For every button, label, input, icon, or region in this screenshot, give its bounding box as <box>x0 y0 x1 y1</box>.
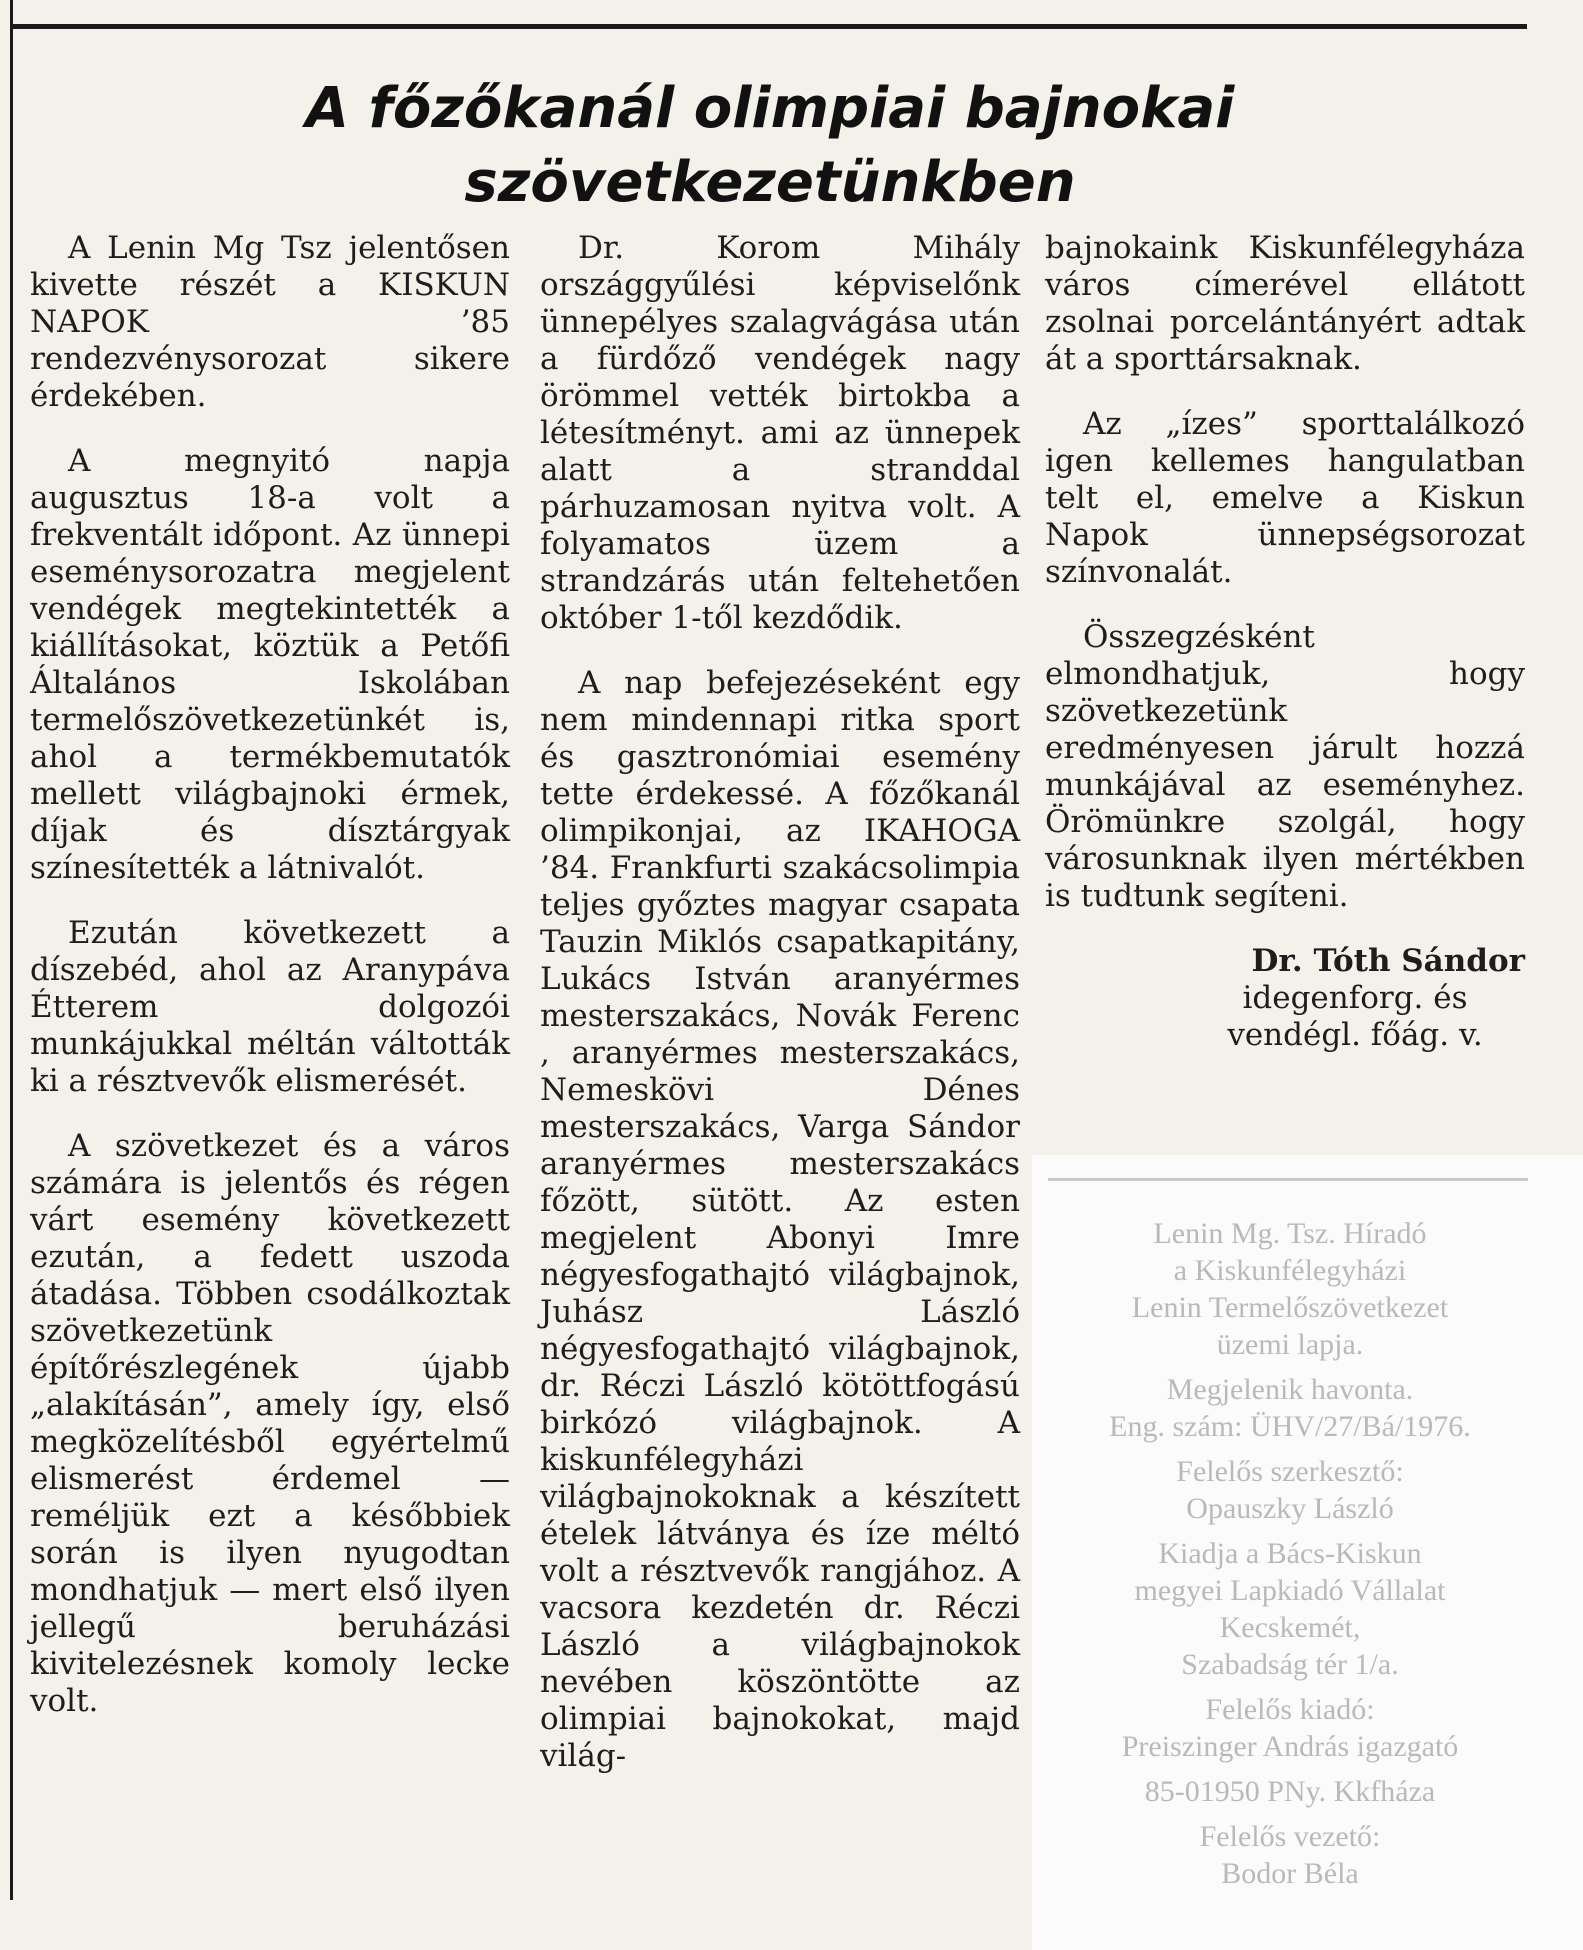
imprint-line: Bodor Béla <box>1221 1857 1359 1890</box>
paragraph: Dr. Korom Mihály országgyűlési képviselőnk ünnepélyes szalagvágása után a fürdőző vendégek nagy örömmel vették birtokba a létesítményt. ami az ünnepek alatt a stranddal párhuzamosan nyitva volt. A folyamatos üzem a strandzárás után feltehetően október 1-től kezdődik. <box>540 230 1020 636</box>
author-role-line-2: vendégl. főág. v. <box>1227 1017 1483 1053</box>
article-title-line-1: A főzőkanál olimpiai bajnokai <box>305 76 1235 141</box>
article-column-2 <box>540 230 1020 1803</box>
author-role-line-1: idegenforg. és <box>1242 980 1468 1016</box>
paragraph: bajnokaink Kiskunfélegyháza város címerével ellátott zsolnai porcelántányért adtak át a sporttársaknak. <box>1045 230 1525 377</box>
article-title <box>120 72 1420 220</box>
imprint-line: a Kiskunfélegyházi <box>1173 1254 1407 1287</box>
imprint-line: Felelős kiadó: <box>1205 1693 1375 1726</box>
imprint-line: Szabadság tér 1/a. <box>1181 1648 1399 1681</box>
imprint-line: Kecskemét, <box>1219 1611 1361 1644</box>
left-column-rule <box>10 0 13 1900</box>
imprint-line: Felelős szerkesztő: <box>1176 1455 1404 1488</box>
paragraph: Ezután következett a díszebéd, ahol az Aranypáva Étterem dolgozói munkájukkal méltán váltották ki a résztvevők elismerését. <box>30 915 510 1099</box>
imprint-line: 85-01950 PNy. Kkfháza <box>1144 1775 1436 1808</box>
imprint-line: Opauszky László <box>1186 1492 1394 1525</box>
imprint-line: Preiszinger András igazgató <box>1121 1730 1459 1763</box>
imprint-rule <box>1048 1178 1528 1181</box>
article-title-line-2: szövetkezetünkben <box>464 150 1076 215</box>
imprint-line: üzemi lapja. <box>1216 1328 1364 1361</box>
paragraph: A Lenin Mg Tsz jelentősen kivette részét a KISKUN NAPOK ’85 rendezvénysorozat sikere érdekében. <box>30 230 510 414</box>
paragraph: A szövetkezet és a város számára is jelentős és régen várt esemény következett ezután, a fedett uszoda átadása. Többen csodálkoztak szövetkezetünk építőrészlegének újabb „alakításán”, amely így, első megközelítésből egyértelmű elismerést érdemel — reméljük ezt a későbbiek során is ilyen nyugodtan mondhatjuk — mert első ilyen jellegű beruházási kivitelezésnek komoly lecke volt. <box>30 1128 510 1719</box>
author-name: Dr. Tóth Sándor <box>1251 943 1525 979</box>
paragraph: A megnyitó napja augusztus 18-a volt a frekventált időpont. Az ünnepi eseménysorozatra megjelent vendégek megtekintették a kiállításokat, köztük a Petőfi Általános Iskolában termelőszövetkezetünkét is, ahol a termékbemutatók mellett világbajnoki érmek, díjak és dísztárgyak színesítették a látnivalót. <box>30 443 510 886</box>
paragraph: A nap befejezéseként egy nem mindennapi ritka sport és gasztronómiai esemény tette érdekessé. A főzőkanál olimpikonjai, az IKAHOGA ’84. Frankfurti szakácsolimpia teljes győztes magyar csapata Tauzin Miklós csapatkapitány, Lukács István aranyérmes mesterszakács, Novák Ferenc , aranyérmes mesterszakács, Nemeskövi Dénes mesterszakács, Varga Sándor aranyérmes mesterszakács főzött, sütött. Az esten megjelent Abonyi Imre négyesfogathajtó világbajnok, Juhász László négyesfogathajtó világbajnok, dr. Réczi László kötöttfogású birkózó világbajnok. A kiskunfélegyházi világbajnokoknak a készített ételek látványa és íze méltó volt a résztvevők rangjához. A vacsora kezdetén dr. Réczi László a világbajnokok nevében köszöntötte az olimpiai bajnokokat, majd világ- <box>540 665 1020 1774</box>
paragraph: Összegzésként elmondhatjuk, hogy szövetkezetünk eredményesen járult hozzá munkájával az eseményhez. Örömünkre szolgál, hogy városunknak ilyen mértékben is tudtunk segíteni. <box>1045 619 1525 914</box>
imprint <box>1045 1215 1535 1900</box>
top-rule <box>12 24 1527 29</box>
imprint-line: Felelős vezető: <box>1199 1820 1381 1853</box>
imprint-line: Kiadja a Bács-Kiskun <box>1158 1537 1422 1570</box>
article-column-3 <box>1045 230 1525 1054</box>
paragraph: Az „ízes” sporttalálkozó igen kellemes hangulatban telt el, emelve a Kiskun Napok ünnepségsorozat színvonalát. <box>1045 406 1525 590</box>
imprint-line: Eng. szám: ÜHV/27/Bá/1976. <box>1109 1410 1471 1443</box>
imprint-line: Lenin Mg. Tsz. Híradó <box>1153 1217 1427 1250</box>
article-column-1 <box>30 230 510 1748</box>
imprint-line: Lenin Termelőszövetkezet <box>1131 1291 1449 1324</box>
imprint-line: megyei Lapkiadó Vállalat <box>1134 1574 1446 1607</box>
author-byline <box>1045 943 1525 1054</box>
imprint-line: Megjelenik havonta. <box>1166 1373 1414 1406</box>
